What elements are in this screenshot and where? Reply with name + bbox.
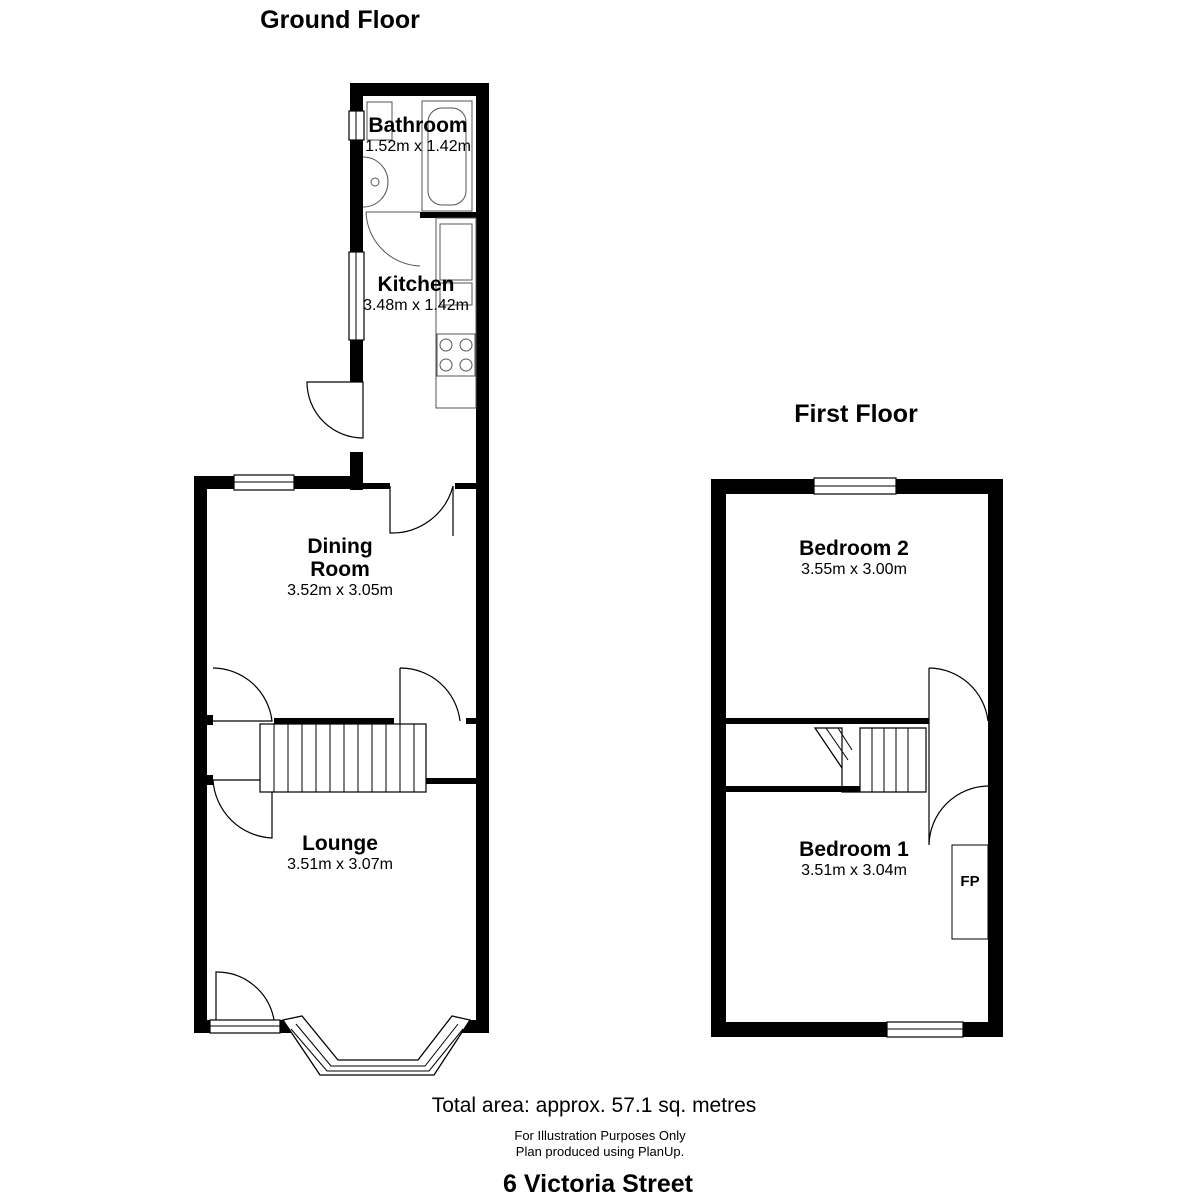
disclaimer-line-2: Plan produced using PlanUp. xyxy=(515,1144,685,1159)
room-dimensions: 3.51m x 3.07m xyxy=(287,856,393,873)
room-dining-room xyxy=(287,535,393,600)
fireplace xyxy=(952,845,988,939)
room-bathroom xyxy=(365,114,471,156)
first-floor-title: First Floor xyxy=(794,400,918,428)
room-dimensions: 1.52m x 1.42m xyxy=(365,138,471,155)
first-floor-stairs xyxy=(815,728,926,792)
room-bedroom-1 xyxy=(799,838,909,880)
room-dimensions: 3.51m x 3.04m xyxy=(801,862,907,879)
property-address: 6 Victoria Street xyxy=(503,1170,693,1198)
room-name: Bedroom 1 xyxy=(799,838,909,861)
room-dimensions: 3.52m x 3.05m xyxy=(287,582,393,599)
room-name-line1: Dining xyxy=(307,535,373,558)
room-lounge xyxy=(287,832,393,874)
room-name: Bedroom 2 xyxy=(799,537,909,560)
fireplace-label: FP xyxy=(960,873,980,890)
room-name-line2: Room xyxy=(310,558,370,581)
room-name: Lounge xyxy=(302,832,378,855)
total-area: Total area: approx. 57.1 sq. metres xyxy=(431,1094,757,1117)
room-dimensions: 3.55m x 3.00m xyxy=(801,561,907,578)
room-name: Bathroom xyxy=(368,114,468,137)
room-name: Kitchen xyxy=(377,273,455,296)
ground-floor-stairs xyxy=(260,724,426,792)
room-kitchen xyxy=(363,273,469,315)
room-dimensions: 3.48m x 1.42m xyxy=(363,297,469,314)
ground-floor-title: Ground Floor xyxy=(260,6,420,34)
room-bedroom-2 xyxy=(799,537,909,579)
disclaimer-line-1: For Illustration Purposes Only xyxy=(514,1128,686,1143)
first-floor-doors xyxy=(929,668,988,845)
